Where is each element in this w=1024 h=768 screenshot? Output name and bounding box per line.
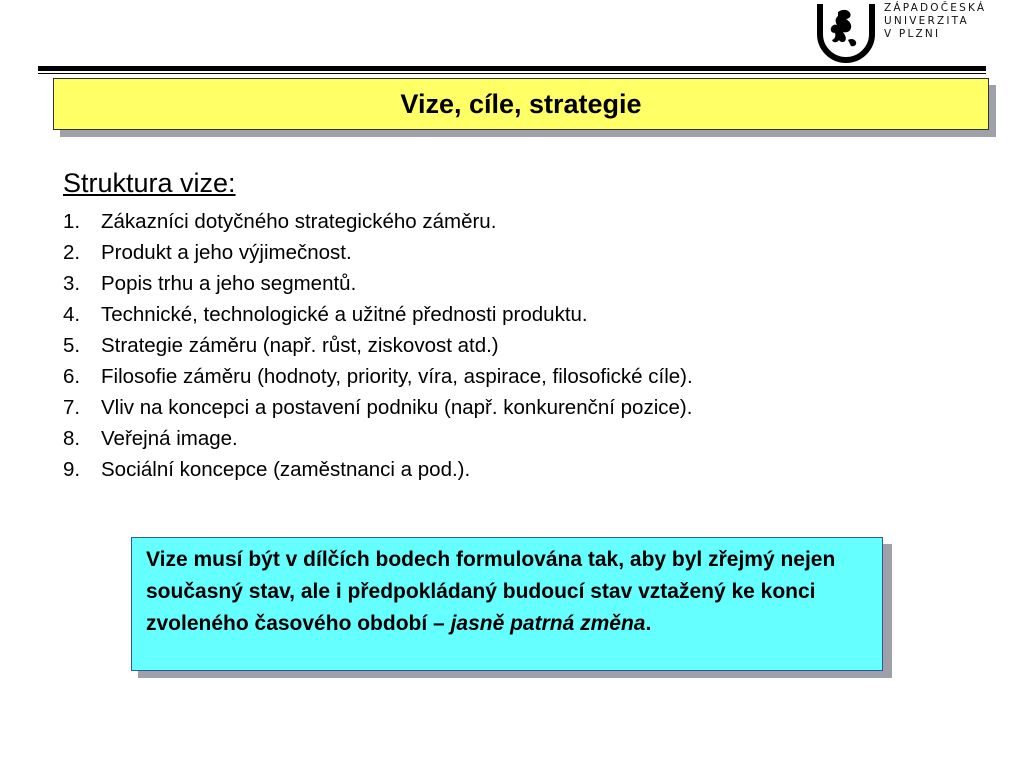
list-number: 9.	[63, 458, 81, 481]
slide-title: Vize, cíle, strategie	[400, 88, 642, 119]
logo-line-2: UNIVERZITA	[884, 15, 969, 27]
list-item	[63, 330, 693, 361]
info-main-text: Vize musí být v dílčích bodech formulována tak, aby byl zřejmý nejen současný stav, ale i předpokládaný budoucí stav vztažený ke konci zvoleného časového období –	[146, 548, 836, 635]
list-item	[63, 361, 693, 392]
list-text: Technické, technologické a užitné přednosti produktu.	[101, 303, 588, 326]
list-number: 7.	[63, 396, 81, 419]
list-number: 1.	[63, 210, 81, 233]
university-logo	[814, 0, 1014, 66]
list-item	[63, 268, 693, 299]
lion-shield-icon	[814, 0, 878, 64]
list-item	[63, 237, 693, 268]
list-text: Vliv na koncepci a postavení podniku (např. konkurenční pozice).	[101, 396, 693, 419]
list-item	[63, 423, 693, 454]
logo-line-3: V PLZNI	[884, 28, 941, 40]
header-rule-thin	[38, 73, 986, 74]
list-number: 2.	[63, 241, 81, 264]
list-item	[63, 299, 693, 330]
list-text: Strategie záměru (např. růst, ziskovost atd.)	[101, 334, 499, 357]
info-text	[146, 544, 870, 640]
university-name	[884, 2, 986, 41]
list-text: Filosofie záměru (hodnoty, priority, víra, aspirace, filosofické cíle).	[101, 365, 693, 388]
list-number: 3.	[63, 272, 81, 295]
logo-line-1: ZÁPADOČESKÁ	[884, 2, 987, 14]
section-heading: Struktura vize:	[63, 168, 236, 198]
list-number: 6.	[63, 365, 81, 388]
list-text: Popis trhu a jeho segmentů.	[101, 272, 357, 295]
list-text: Sociální koncepce (zaměstnanci a pod.).	[101, 458, 471, 481]
list-item	[63, 392, 693, 423]
list-text: Veřejná image.	[101, 427, 238, 450]
list-text: Zákazníci dotyčného strategického záměru.	[101, 210, 497, 233]
vision-structure-list	[63, 206, 693, 485]
title-banner	[53, 78, 989, 130]
info-emphasis: jasně patrná změna	[450, 612, 646, 635]
info-end: .	[645, 612, 652, 635]
list-item	[63, 206, 693, 237]
list-number: 8.	[63, 427, 81, 450]
list-number: 5.	[63, 334, 81, 357]
list-number: 4.	[63, 303, 81, 326]
header-rule-thick	[38, 66, 986, 71]
info-callout	[131, 537, 883, 671]
list-item	[63, 454, 693, 485]
list-text: Produkt a jeho výjimečnost.	[101, 241, 352, 264]
